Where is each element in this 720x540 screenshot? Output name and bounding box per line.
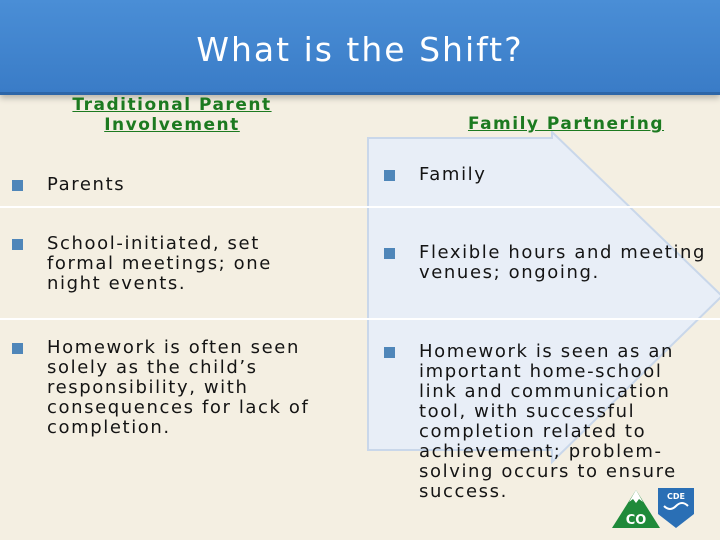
- square-bullet-icon: [384, 248, 395, 259]
- left-item-meetings: [12, 234, 332, 294]
- left-item-homework: [12, 338, 332, 438]
- right-item-family: [384, 165, 714, 185]
- left-item-text: Homework is often seen solely as the child’s responsibility, with consequences for lack of completion.: [47, 337, 310, 438]
- right-item-text: Flexible hours and meeting venues; ongoing.: [419, 242, 707, 283]
- logo-text: CO: [625, 513, 647, 528]
- left-item-text: Parents: [47, 174, 126, 195]
- right-item-text: Homework is seen as an important home-school link and communication tool, with successful completion related to achievement; problem-solving occurs to ensure success.: [419, 341, 677, 502]
- right-item-homework-link: [384, 342, 706, 502]
- column-heading-traditional: Traditional Parent Involvement: [72, 95, 272, 135]
- title-bar: [0, 0, 720, 95]
- row-divider: [0, 318, 720, 320]
- square-bullet-icon: [384, 347, 395, 358]
- square-bullet-icon: [12, 343, 23, 354]
- column-heading-partnering: Family Partnering: [467, 114, 665, 134]
- left-item-text: School-initiated, set formal meetings; one night events.: [47, 233, 272, 294]
- logo-badge-text: CDE: [667, 492, 685, 501]
- cde-colorado-logo-icon: [612, 484, 696, 530]
- square-bullet-icon: [12, 239, 23, 250]
- square-bullet-icon: [384, 170, 395, 181]
- left-item-parents: [12, 175, 332, 195]
- right-item-text: Family: [419, 164, 487, 185]
- square-bullet-icon: [12, 180, 23, 191]
- row-divider: [0, 206, 720, 208]
- right-item-flexible-hours: [384, 243, 716, 283]
- page-title: What is the Shift?: [196, 30, 524, 69]
